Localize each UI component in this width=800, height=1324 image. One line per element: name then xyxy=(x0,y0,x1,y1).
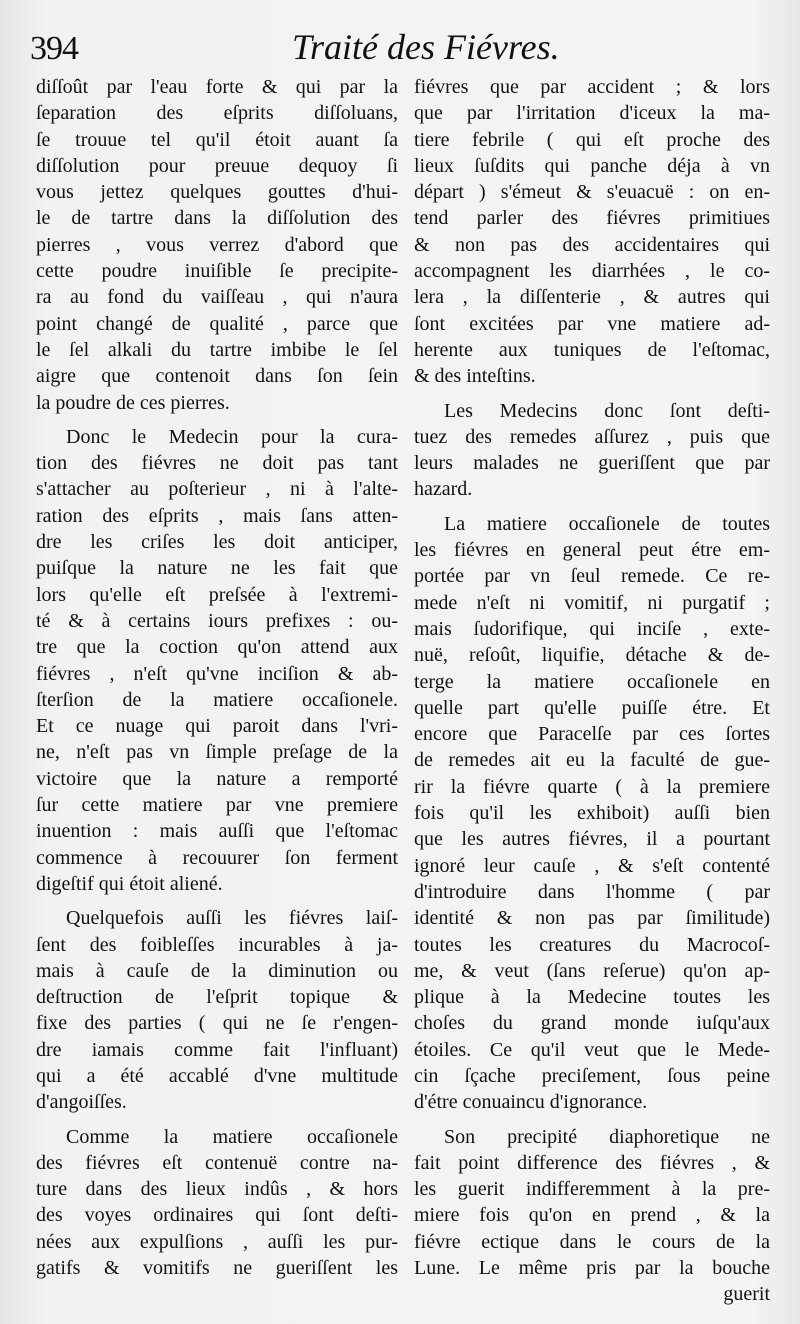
text-line: aigre que contenoit dans ſon ſein xyxy=(36,365,398,388)
paragraph-gap xyxy=(36,1116,398,1124)
text-line: identité & non pas par ſimilitude) xyxy=(414,907,770,930)
text-line: ſe trouue tel qu'il étoit auant ſa xyxy=(36,128,398,151)
text-line: Quelquefois auſſi les fiévres laiſ- xyxy=(66,907,398,930)
text-line: fixe des parties ( qui ne ſe r'engen- xyxy=(36,1012,398,1035)
text-line: miere fois qu'on en prend , & la xyxy=(414,1204,770,1227)
text-line: guerit xyxy=(723,1283,770,1306)
text-line: dre les criſes les doit anticiper, xyxy=(36,531,398,554)
text-line: té & à certains iours prefixes : ou- xyxy=(36,609,398,632)
text-line: puiſque la nature ne les fait que xyxy=(36,557,398,580)
text-line: ſur cette matiere par vne premiere xyxy=(36,794,398,817)
text-line: la poudre de ces pierres. xyxy=(36,391,230,414)
text-line: ſterſion de la matiere occaſionele. xyxy=(36,688,398,711)
text-line: inuention : mais auſſi que l'eſtomac xyxy=(36,820,398,843)
text-line: Et ce nuage qui paroit dans l'vri- xyxy=(36,715,398,738)
text-line: tuez des remedes aſſurez , puis que xyxy=(414,425,770,448)
page-header xyxy=(30,26,778,78)
text-line: des fiévres eſt contenuë contre na- xyxy=(36,1151,398,1174)
text-line: départ ) s'émeut & s'euacuë : on en- xyxy=(414,181,770,204)
text-line: Son precipité diaphoretique ne xyxy=(444,1125,770,1148)
text-line: quelle part qu'elle puiſſe étre. Et xyxy=(414,696,770,719)
text-line: les fiévres en general peut étre em- xyxy=(414,539,770,562)
text-line: lera , la diſſenterie , & autres qui xyxy=(414,286,770,309)
text-line: le ſel alkali du tartre imbibe le ſel xyxy=(36,338,398,361)
paragraph-gap xyxy=(414,1116,770,1124)
text-line: vous jettez quelques gouttes d'hui- xyxy=(36,181,398,204)
text-line: mais ſudorifique, qui inciſe , exte- xyxy=(414,617,770,640)
text-line: ration des eſprits , mais ſans atten- xyxy=(36,504,398,527)
text-line: ra au fond du vaiſſeau , qui n'aura xyxy=(36,286,398,309)
text-line: deſtruction de l'eſprit topique & xyxy=(36,986,398,1009)
text-line: rir la fiévre quarte ( à la premiere xyxy=(414,775,770,798)
text-line: me, & veut (ſans reſerue) qu'on ap- xyxy=(414,959,770,982)
running-title: Traité des Fiévres. xyxy=(292,27,560,67)
text-line: cin ſçache preciſement, ſous peine xyxy=(414,1064,770,1087)
paragraph-gap xyxy=(414,503,770,511)
text-line: digeſtif qui étoit aliené. xyxy=(36,872,223,895)
text-line: Les Medecins donc ſont deſti- xyxy=(444,399,770,422)
text-line: terge la matiere occaſionele en xyxy=(414,670,770,693)
text-line: ne, n'eſt pas vn ſimple preſage de la xyxy=(36,741,398,764)
paragraph-gap xyxy=(36,897,398,905)
text-line: fiévres , n'eſt qu'vne inciſion & ab- xyxy=(36,662,398,685)
text-line: plique à la Medecine toutes les xyxy=(414,986,770,1009)
text-line: Lune. Le même pris par la bouche xyxy=(414,1257,770,1280)
text-line: des voyes ordinaires qui ſont deſti- xyxy=(36,1204,398,1227)
text-line: tiere febrile ( qui eſt proche des xyxy=(414,128,770,151)
paragraph-gap xyxy=(414,390,770,398)
text-line: étoiles. Ce qu'il veut que le Mede- xyxy=(414,1038,770,1061)
text-line: point changé de qualité , parce que xyxy=(36,312,398,335)
text-line: ignoré leur cauſe , & s'eſt contenté xyxy=(414,854,770,877)
text-line: accompagnent les diarrhées , le co- xyxy=(414,260,770,283)
text-line: & des inteſtins. xyxy=(414,365,536,388)
text-line: fiévre ectique dans le cours de la xyxy=(414,1230,770,1253)
text-line: que les autres fiévres, il a pourtant xyxy=(414,828,770,851)
text-line: dre iamais comme fait l'influant) xyxy=(36,1038,398,1061)
text-line: mais à cauſe de la diminution ou xyxy=(36,959,398,982)
text-line: Donc le Medecin pour la cura- xyxy=(66,425,398,448)
text-line: tre que la coction qu'on attend aux xyxy=(36,636,398,659)
text-line: que par l'irritation d'iceux la ma- xyxy=(414,102,770,125)
text-line: ture dans des lieux indûs , & hors xyxy=(36,1178,398,1201)
text-line: de remedes ait eu la faculté de gue- xyxy=(414,749,770,772)
text-line: mede n'eſt ni vomitif, ni purgatif ; xyxy=(414,591,770,614)
text-line: d'introduire dans l'homme ( par xyxy=(414,880,770,903)
text-line: herente aux tuniques de l'eſtomac, xyxy=(414,338,770,361)
text-line: commence à recouurer ſon ferment xyxy=(36,846,398,869)
text-line: les guerit indifferemment à la pre- xyxy=(414,1178,770,1201)
text-line: toutes les creatures du Macrocoſ- xyxy=(414,933,770,956)
text-line: diſſoût par l'eau forte & qui par la xyxy=(36,76,398,98)
text-line: ſeparation des eſprits diſſoluans, xyxy=(36,102,398,125)
text-line: nuë, reſoût, liquifie, détache & de- xyxy=(414,644,770,667)
text-line: s'attacher au poſterieur , ni à l'alte- xyxy=(36,478,398,501)
text-line: nées aux expulſions , auſſi les pur- xyxy=(36,1230,398,1253)
text-line: gatifs & vomitifs ne gueriſſent les xyxy=(36,1257,398,1280)
text-line: encore que Paracelſe par ces ſortes xyxy=(414,723,770,746)
text-line: fait point difference des fiévres , & xyxy=(414,1151,770,1174)
text-line: La matiere occaſionele de toutes xyxy=(444,512,770,535)
page-number: 394 xyxy=(30,30,78,67)
text-line: leurs malades ne gueriſſent que par xyxy=(414,452,770,475)
text-line: diſſolution pour preuue dequoy ſi xyxy=(36,154,398,177)
right-text-column xyxy=(414,74,770,1308)
left-text-column xyxy=(36,74,398,1281)
text-line: cette poudre inuiſible ſe precipite- xyxy=(36,260,398,283)
text-line: ſent des foibleſſes incurables à ja- xyxy=(36,933,398,956)
text-line: tend parler des fiévres primitiues xyxy=(414,207,770,230)
text-line: fois qu'il les exhiboit) auſſi bien xyxy=(414,802,770,825)
text-line: qui a été accablé d'vne multitude xyxy=(36,1064,398,1087)
text-line: d'angoiſſes. xyxy=(36,1091,127,1114)
text-line: ſont excitées par vne matiere ad- xyxy=(414,312,770,335)
text-line: hazard. xyxy=(414,478,473,501)
text-line: d'étre conuaincu d'ignorance. xyxy=(414,1091,648,1114)
text-line: pierres , vous verrez d'abord que xyxy=(36,233,398,256)
text-line: lieux ſuſdits qui panche déja à vn xyxy=(414,154,770,177)
text-line: victoire que la nature a remporté xyxy=(36,767,398,790)
text-line: fiévres que par accident ; & lors xyxy=(414,76,770,98)
text-line: choſes du grand monde iuſqu'aux xyxy=(414,1012,770,1035)
text-line: tion des fiévres ne doit pas tant xyxy=(36,452,398,475)
text-line: lors qu'elle eſt preſsée à l'extremi- xyxy=(36,583,398,606)
text-line: portée par vn ſeul remede. Ce re- xyxy=(414,565,770,588)
paragraph-gap xyxy=(36,416,398,424)
text-line: Comme la matiere occaſionele xyxy=(66,1125,398,1148)
text-line: le de tartre dans la diſſolution des xyxy=(36,207,398,230)
text-line: & non pas des accidentaires qui xyxy=(414,233,770,256)
